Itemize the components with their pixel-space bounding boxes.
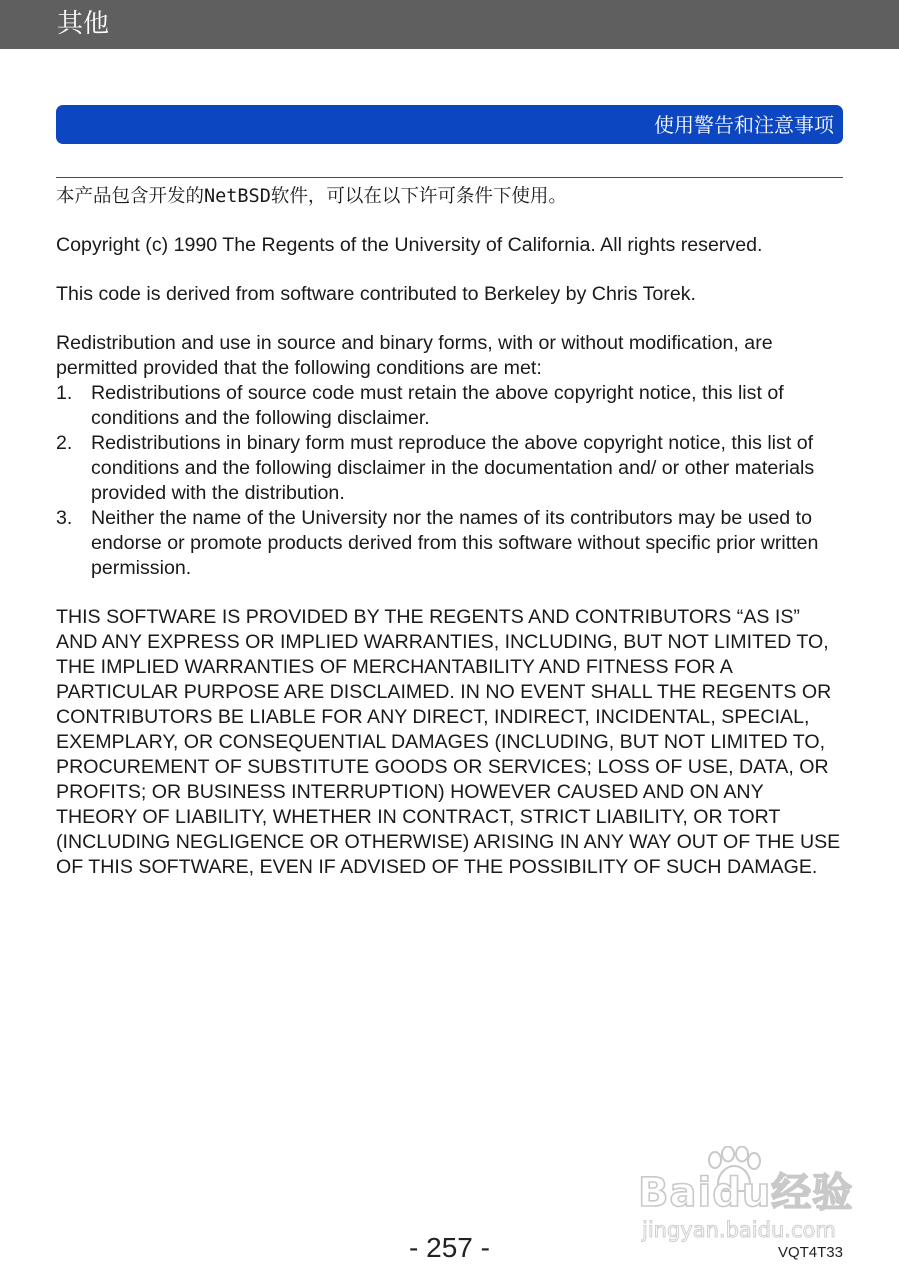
section-title: 使用警告和注意事项 — [654, 113, 834, 137]
warranty-disclaimer: THIS SOFTWARE IS PROVIDED BY THE REGENTS AND CONTRIBUTORS “AS IS” AND ANY EXPRESS OR IMPLIED WARRANTIES, INCLUDING, BUT NOT LIMITED TO, THE IMPLIED WARRANTIES OF MERCHANTABILITY AND FITNESS FOR A PARTICULAR PURPOSE ARE DISCLAIMED. IN NO EVENT SHALL THE REGENTS OR CONTRIBUTORS BE LIABLE FOR ANY DIRECT, INDIRECT, INCIDENTAL, SPECIAL, EXEMPLARY, OR CONSEQUENTIAL DAMAGES (INCLUDING, BUT NOT LIMITED TO, PROCUREMENT OF SUBSTITUTE GOODS OR SERVICES; LOSS OF USE, DATA, OR PROFITS; OR BUSINESS INTERRUPTION) HOWEVER CAUSED AND ON ANY THEORY OF LIABILITY, WHETHER IN CONTRACT, STRICT LIABILITY, OR TORT (INCLUDING NEGLIGENCE OR OTHERWISE) ARISING IN ANY WAY OUT OF THE USE OF THIS SOFTWARE, EVEN IF ADVISED OF THE POSSIBILITY OF SUCH DAMAGE. — [56, 606, 841, 878]
category-title: 其他 — [57, 9, 110, 39]
list-text: Redistributions of source code must retain the above copyright notice, this list of conditions and the following disclaimer. — [91, 382, 784, 429]
divider — [56, 177, 843, 178]
copyright-notice: Copyright (c) 1990 The Regents of the University of California. All rights reserved. — [56, 234, 763, 256]
list-item — [56, 431, 843, 506]
redistribution-intro: Redistribution and use in source and binary forms, with or without modification, are permitted provided that the following conditions are met: — [56, 332, 773, 379]
list-number: 2. — [56, 432, 73, 454]
conditions-list — [56, 381, 843, 581]
list-number: 1. — [56, 382, 73, 404]
list-text: Neither the name of the University nor the names of its contributors may be used to endorse or promote products derived from this software without specific prior written permission. — [91, 507, 819, 579]
list-text: Redistributions in binary form must reproduce the above copyright notice, this list of conditions and the following disclaimer in the documentation and/ or other materials provided with the distribution. — [91, 432, 815, 504]
list-number: 3. — [56, 507, 73, 529]
list-item — [56, 381, 843, 431]
watermark-url: jingyan.baidu.com — [642, 1218, 836, 1242]
document-code: VQT4T33 — [777, 1244, 843, 1261]
page-number: - 257 - — [409, 1232, 490, 1263]
intro-cn: 本产品包含开发的NetBSD软件，可以在以下许可条件下使用。 — [56, 186, 567, 207]
section-header-bar — [56, 105, 843, 144]
watermark-brand: Baidu经验 — [638, 1170, 854, 1216]
top-bar — [0, 0, 899, 49]
list-item — [56, 506, 843, 581]
license-text — [56, 184, 843, 880]
derived-notice: This code is derived from software contributed to Berkeley by Chris Torek. — [56, 283, 696, 305]
